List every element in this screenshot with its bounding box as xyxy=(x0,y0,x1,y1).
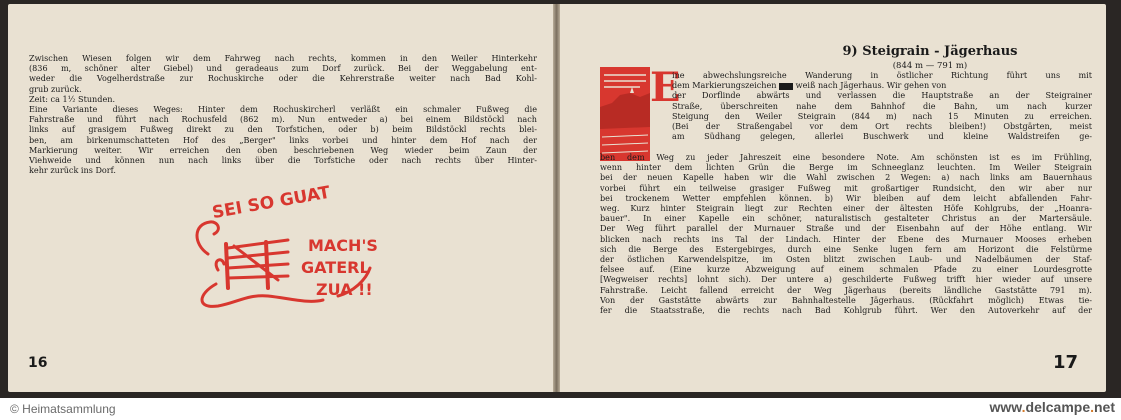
stamp-line-2: MACH'S xyxy=(308,236,378,255)
decorated-initial-e xyxy=(600,67,650,161)
page-number-left: 16 xyxy=(28,355,48,371)
text-line: Von der Gaststätte abwärts zur Bahnhaltestelle Jägerhaus. (Rückfahrt möglich) Etwas tie- xyxy=(600,294,1092,305)
watermark-name: delcampe xyxy=(1025,399,1091,415)
left-page xyxy=(8,4,553,392)
text-line: Steigung den Weiler Steigrain (844 m) nach 15 Minuten zu erreichen. xyxy=(672,110,1092,121)
watermark-dot: . xyxy=(1021,399,1026,415)
elevation-subtitle: (844 m — 791 m) xyxy=(892,61,968,71)
walk-time: Zeit: ca 1½ Stunden. xyxy=(29,93,116,104)
right-page xyxy=(560,4,1106,392)
watermark-left: © Heimatsammlung xyxy=(10,402,116,416)
text-line: weg. Kurz hinter Steigrain liegt zur Rechten einer der ältesten Höfe Kohlgrubs, der „Hoanra- xyxy=(600,203,1092,214)
trail-marker-icon xyxy=(779,83,793,90)
text-line: sich die Berge des Estergebirges, durch eine Senke lugen fern am Horizont die Felstürme xyxy=(600,243,1092,254)
book-gutter xyxy=(553,4,560,392)
text-line: weder die Vogelherdstraße zur Rochuskirche oder die Kehrerstraße weiter nach Bad Kohl- xyxy=(29,73,537,84)
watermark-net: net xyxy=(1094,399,1115,415)
stamp-text xyxy=(188,184,408,324)
text-line: Zwischen Wiesen folgen wir dem Fahrweg nach rechts, kommen in den Weiler Hinterkehr xyxy=(29,53,537,63)
text-fragment: dem Markierungszeichen xyxy=(672,80,777,91)
text-line: bei trockenem Wetter empfehlen können. b) Wir bleiben auf dem leicht abfallenden Fahr- xyxy=(600,192,1092,203)
text-line: Der Weg führt parallel der Murnauer Straße und der Eisenbahn auf der Höhe entlang. Wir xyxy=(600,223,1092,234)
text-line: bei der neuen Kapelle haben wir die Wahl zwischen 2 Wegen: a) nach links am Bauernhaus xyxy=(600,172,1092,183)
stamp-line-3: GATERL xyxy=(301,258,370,277)
text-line: wenn hinter dem lichten Grün die Berge im Schneeglanz leuchten. Im Weiler Steigrain xyxy=(600,162,1092,173)
text-line: felsee auf. (Eine kurze Abzweigung auf einem schmalen Pfade zu einer Lourdesgrotte xyxy=(600,264,1092,275)
text-line: Straße, überschreiten nahe dem Bahnhof die Bahn, um nach kurzer xyxy=(672,100,1092,111)
text-line: blicken nach rechts ins Tal der Lindach. Hinter der Ebene des Murnauer Mooses erheben xyxy=(600,233,1092,244)
text-line: (836 m, schöner alter Giebel) und geradeaus zum Dorf zurück. Bei der Weggabelung ent- xyxy=(29,63,537,74)
text-line: Eine Variante dieses Weges: Hinter dem Rochuskircherl verläßt ein schmaler Fußweg die xyxy=(29,104,537,115)
text-line: am Südhang gelegen, allerlei Buschwerk und kleine Waldstreifen ge- xyxy=(672,131,1092,142)
text-line: Viehweide und können nun nach links über die Torfstiche oder nach rechts über Hinter- xyxy=(29,155,537,166)
stamp-line-1: SEI SO GUAT xyxy=(210,182,332,224)
text-line: [Wegweiser rechts] lohnt sich). Der untere a) geschilderte Fußweg trifft hier wieder auf unsere xyxy=(600,274,1092,285)
text-line: ine abwechslungsreiche Wanderung in östlicher Richtung führt uns mit xyxy=(672,70,1092,80)
text-line: der Dorflinde abwärts und verlassen die Hauptstraße an der Steigrainer xyxy=(672,90,1092,101)
text-line: (Bei der Straßengabel vor dem Ort rechts bleiben!) Obstgärten, meist xyxy=(672,121,1092,132)
page-title: 9) Steigrain - Jägerhaus xyxy=(842,44,1018,59)
text-line: Fahrstraße und führt nach Rochusfeld (862 m). Nun entweder a) bei einem Bildstöckl nach xyxy=(29,114,537,125)
stamp-line-4: ZUA !! xyxy=(316,280,373,299)
text-line: bauer". In einer Kapelle ein schöner, naturalistisch gestalteter Christus an der Martersäule. xyxy=(600,213,1092,224)
watermark-right xyxy=(989,399,1115,415)
watermark-www: www xyxy=(989,399,1022,415)
text-line: fer die Staatsstraße, die rechts nach Bad Kohlgrub führt. Wer den Autoverkehr auf der xyxy=(600,305,1092,316)
initial-letter: E xyxy=(650,64,681,111)
text-line xyxy=(672,80,1092,90)
text-line: ben dem Weg zu jeder Jahreszeit eine besondere Note. Am schönsten ist es im Frühling, xyxy=(600,152,1092,162)
page-number-right: 17 xyxy=(1053,352,1079,373)
text-fragment: weiß nach Jägerhaus. Wir gehen von xyxy=(793,80,947,91)
watermark-dot: . xyxy=(1090,399,1094,415)
right-text-beside-initial xyxy=(672,70,1092,141)
text-line: Fahrstraße. Leicht fallend erreicht der Weg Jägerhaus (bereits ländliche Gaststätte 791 m). xyxy=(600,284,1092,295)
left-paragraph-1 xyxy=(29,53,537,175)
text-line: der östlichen Karwendelspitze, im Osten blitzt zwischen Laub- und Nadelbäumen der Staf- xyxy=(600,254,1092,265)
text-line: vorbei führt ein teilweise grasiger Fußweg mit großartiger Rundsicht, den wir aber nur xyxy=(600,182,1092,193)
text-line: Markierung weiter. Wir erreichen den oben beschriebenen Weg wieder beim Zaun der xyxy=(29,144,537,155)
right-text-full xyxy=(600,152,1092,315)
text-line: kehr zurück ins Dorf. xyxy=(29,165,116,176)
text-line: ben, am birkenumschatteten Hof des „Berger" links vorbei und hinter dem Hof nach der xyxy=(29,134,537,145)
text-line: grub zurück. xyxy=(29,83,82,94)
watermark-strip xyxy=(0,398,1121,420)
text-line: links auf grasigem Fußweg direkt zu den Torfstichen, oder b) beim Bildstöckl rechts blei- xyxy=(29,124,537,135)
